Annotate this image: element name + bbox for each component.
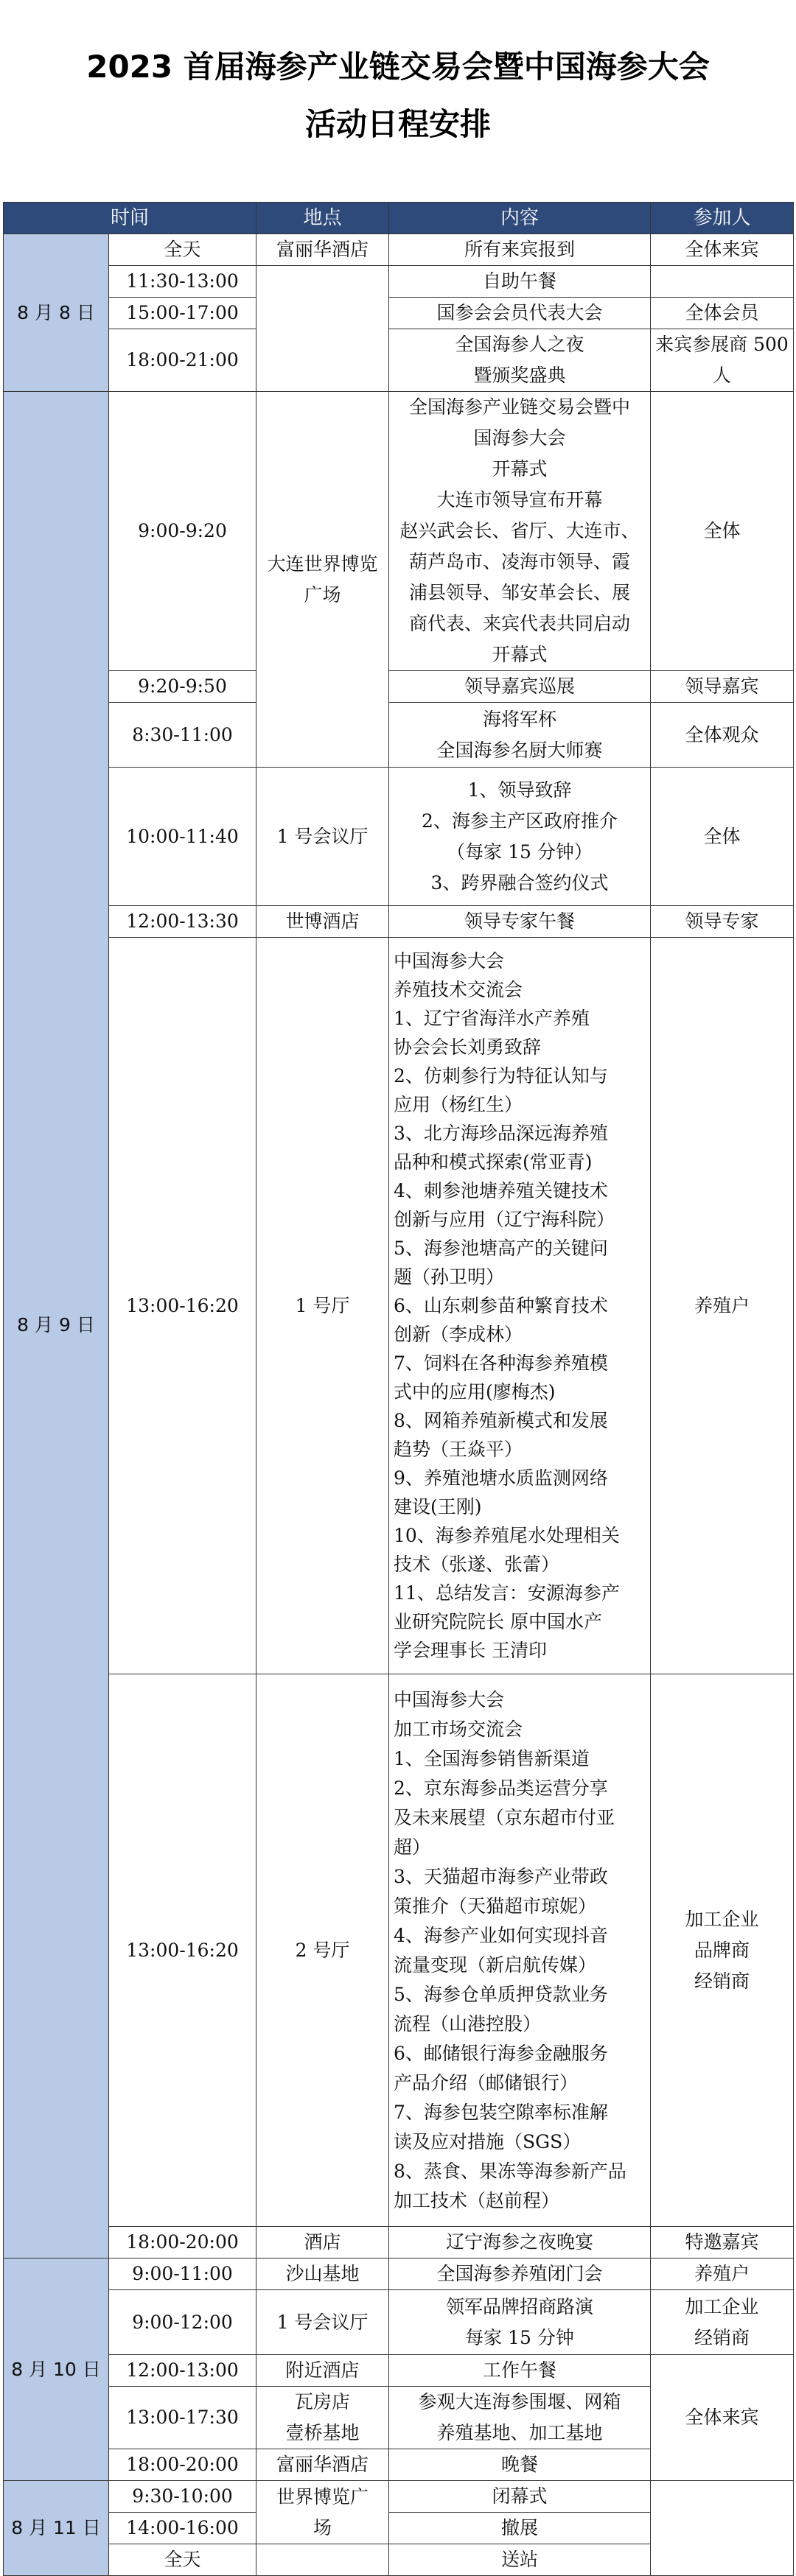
participants-cell: 全体 xyxy=(651,768,794,906)
table-row xyxy=(4,1674,794,2227)
time-cell: 18:00-20:00 xyxy=(109,2227,256,2259)
time-cell: 9:20-9:50 xyxy=(109,671,256,703)
content-line: 5、海参池塘高产的关键问 xyxy=(394,1238,608,1259)
content-line: 创新与应用（辽宁海科院） xyxy=(394,1209,615,1230)
content-line: 6、山东刺参苗种繁育技术 xyxy=(394,1295,608,1316)
participants-line: 加工企业 xyxy=(685,2295,759,2317)
participants-cell: 全体会员 xyxy=(651,298,794,329)
participants-cell: 养殖户 xyxy=(651,938,794,1674)
participants-cell xyxy=(651,1674,794,2227)
content-line: 策推介（天猫超市琼妮） xyxy=(394,1895,597,1917)
content-line: 加工技术（赵前程） xyxy=(394,2189,560,2211)
location-line: 世界博览广 xyxy=(276,2485,369,2507)
date-cell: 8 月 8 日 xyxy=(4,234,109,392)
content-line: 养殖基地、加工基地 xyxy=(436,2422,603,2443)
table-row xyxy=(4,906,794,938)
participants-cell: 全体来宾 xyxy=(651,234,794,266)
content-line: 趋势（王焱平） xyxy=(394,1439,523,1460)
table-row xyxy=(4,234,794,266)
table-row xyxy=(4,2227,794,2259)
time-cell: 9:00-9:20 xyxy=(109,392,256,671)
content-line: 4、海参产业如何实现抖音 xyxy=(394,1924,608,1946)
participants-cell: 领导专家 xyxy=(651,906,794,938)
content-line: 1、领导致辞 xyxy=(467,779,572,801)
location-line: 场 xyxy=(313,2516,332,2538)
content-line: 国海参大会 xyxy=(473,427,566,449)
location-cell: 1 号会议厅 xyxy=(256,2290,389,2355)
time-cell: 14:00-16:00 xyxy=(109,2513,256,2544)
content-line: 2、京东海参品类运营分享 xyxy=(394,1777,608,1799)
header-time: 时间 xyxy=(4,203,256,234)
time-cell: 12:00-13:00 xyxy=(109,2355,256,2387)
content-line: 业研究院院长 原中国水产 xyxy=(394,1611,602,1632)
content-line: 暨颁奖盛典 xyxy=(473,365,566,386)
page-title: 2023 首届海参产业链交易会暨中国海参大会 xyxy=(86,49,710,85)
time-cell: 11:30-13:00 xyxy=(109,266,256,298)
content-cell: 晚餐 xyxy=(389,2449,651,2481)
participants-cell xyxy=(651,329,794,392)
location-cell: 1 号厅 xyxy=(256,938,389,1674)
time-cell: 15:00-17:00 xyxy=(109,298,256,329)
time-cell: 9:00-12:00 xyxy=(109,2290,256,2355)
content-line: 经销商 xyxy=(694,1970,750,1992)
content-line: 10、海参养殖尾水处理相关 xyxy=(394,1525,620,1546)
content-line: 中国海参大会 xyxy=(394,1688,505,1710)
content-line: 开幕式 xyxy=(492,458,548,480)
header-content: 内容 xyxy=(389,203,651,234)
content-line: 1、全国海参销售新渠道 xyxy=(394,1747,590,1769)
content-cell: 所有来宾报到 xyxy=(389,234,651,266)
content-line: 3、北方海珍品深远海养殖 xyxy=(394,1123,608,1144)
content-line: 加工市场交流会 xyxy=(394,1718,523,1740)
time-cell: 18:00-21:00 xyxy=(109,329,256,392)
content-cell: 领导专家午餐 xyxy=(389,906,651,938)
content-line: 创新（李成林） xyxy=(394,1324,523,1345)
content-cell: 全国海参养殖闭门会 xyxy=(389,2259,651,2290)
location-cell xyxy=(256,266,389,392)
table-row xyxy=(4,938,794,1674)
content-cell: 闭幕式 xyxy=(389,2481,651,2513)
table-row xyxy=(4,2481,794,2513)
content-line: 大连市领导宣布开幕 xyxy=(436,489,603,510)
content-line: 2、海参主产区政府推介 xyxy=(422,810,618,832)
content-cell: 工作午餐 xyxy=(389,2355,651,2387)
content-cell: 撤展 xyxy=(389,2513,651,2544)
date-cell: 8 月 10 日 xyxy=(4,2259,109,2481)
content-line: 参观大连海参围堰、网箱 xyxy=(418,2391,621,2412)
content-line: 协会会长刘勇致辞 xyxy=(394,1036,542,1058)
content-cell: 国参会会员代表大会 xyxy=(389,298,651,329)
content-cell xyxy=(389,392,651,671)
table-row xyxy=(4,671,794,703)
table-header-row xyxy=(4,203,794,234)
content-line: 4、刺参池塘养殖关键技术 xyxy=(394,1180,608,1201)
time-cell: 8:30-11:00 xyxy=(109,703,256,768)
time-cell: 13:00-16:20 xyxy=(109,938,256,1674)
table-row xyxy=(4,703,794,768)
location-cell xyxy=(256,2387,389,2449)
content-line: 7、饲料在各种海参养殖模 xyxy=(394,1352,608,1374)
time-cell: 18:00-20:00 xyxy=(109,2449,256,2481)
content-line: 6、邮储银行海参金融服务 xyxy=(394,2042,608,2064)
content-line: 9、养殖池塘水质监测网络 xyxy=(394,1467,608,1489)
content-cell xyxy=(389,329,651,392)
content-cell xyxy=(389,2290,651,2355)
content-cell: 领导嘉宾巡展 xyxy=(389,671,651,703)
location-line: 壹桥基地 xyxy=(285,2422,360,2443)
content-line: 7、海参包装空隙率标准解 xyxy=(394,2101,608,2123)
content-line: 葫芦岛市、凌海市领导、霞 xyxy=(409,551,631,572)
table-row xyxy=(4,266,794,298)
location-cell xyxy=(256,2481,389,2544)
time-cell: 13:00-16:20 xyxy=(109,1674,256,2227)
content-line: 全国海参产业链交易会暨中 xyxy=(409,396,631,418)
participants-cell: 全体 xyxy=(651,392,794,671)
location-cell: 大连世界博览广场 xyxy=(256,392,389,768)
participants-cell: 特邀嘉宾 xyxy=(651,2227,794,2259)
content-cell xyxy=(389,2387,651,2449)
content-line: 5、海参仓单质押贷款业务 xyxy=(394,1983,608,2005)
content-line: 3、天猫超市海参产业带政 xyxy=(394,1865,608,1887)
content-line: （每家 15 分钟） xyxy=(447,840,593,863)
content-line: 2、仿刺参行为特征认知与 xyxy=(394,1065,608,1087)
content-line: 流程（山港控股） xyxy=(394,2012,542,2035)
content-line: 加工企业 xyxy=(685,1908,759,1930)
content-line: 每家 15 分钟 xyxy=(465,2326,574,2348)
content-line: 建设(王刚) xyxy=(394,1496,482,1517)
content-line: 中国海参大会 xyxy=(394,950,505,972)
content-cell xyxy=(389,938,651,1674)
location-cell: 2 号厅 xyxy=(256,1674,389,2227)
participants-cell: 领导嘉宾 xyxy=(651,671,794,703)
participants-line: 经销商 xyxy=(694,2326,750,2348)
content-line: 养殖技术交流会 xyxy=(394,979,523,1000)
content-line: 8、蒸食、果冻等海参新产品 xyxy=(394,2160,626,2182)
content-line: 浦县领导、邹安革会长、展 xyxy=(409,582,631,603)
content-line: 全国海参名厨大师赛 xyxy=(436,739,603,761)
content-cell xyxy=(389,703,651,768)
participants-cell xyxy=(651,266,794,298)
content-line: 读及应对措施（SGS） xyxy=(394,2130,582,2152)
table-row xyxy=(4,298,794,329)
content-line: 领军品牌招商路演 xyxy=(446,2295,594,2317)
content-line: 品种和模式探索(常亚青) xyxy=(394,1151,593,1173)
time-cell: 全天 xyxy=(109,234,256,266)
time-cell: 10:00-11:40 xyxy=(109,768,256,906)
table-row xyxy=(4,2259,794,2290)
content-cell: 辽宁海参之夜晚宴 xyxy=(389,2227,651,2259)
content-cell xyxy=(389,768,651,906)
content-line: 应用（杨红生） xyxy=(394,1094,523,1115)
date-cell: 8 月 11 日 xyxy=(4,2481,109,2576)
participants-cell: 养殖户 xyxy=(651,2259,794,2290)
content-cell xyxy=(389,1674,651,2227)
content-line: 海将军杯 xyxy=(483,708,557,730)
time-cell: 13:00-17:30 xyxy=(109,2387,256,2449)
date-cell: 8 月 9 日 xyxy=(4,392,109,2259)
participants-cell: 全体来宾 xyxy=(651,2355,794,2481)
location-cell: 富丽华酒店 xyxy=(256,2449,389,2481)
participants-cell: 全体观众 xyxy=(651,703,794,768)
content-line: 11、总结发言：安源海参产 xyxy=(394,1582,620,1604)
time-cell: 全天 xyxy=(109,2544,256,2576)
content-line: 学会理事长 王清印 xyxy=(394,1640,547,1661)
header-location: 地点 xyxy=(256,203,389,234)
table-row xyxy=(4,2290,794,2355)
content-line: 8、网箱养殖新模式和发展 xyxy=(394,1410,608,1431)
content-line: 品牌商 xyxy=(694,1939,750,1961)
content-cell: 自助午餐 xyxy=(389,266,651,298)
content-line: 及未来展望（京东超市付亚 xyxy=(394,1806,615,1828)
content-line: 全国海参人之夜 xyxy=(455,334,584,355)
content-line: 商代表、来宾代表共同启动 xyxy=(409,613,631,634)
content-line: 1、辽宁省海洋水产养殖 xyxy=(394,1008,590,1029)
content-line: 题（孙卫明） xyxy=(394,1266,505,1288)
content-line: 超） xyxy=(394,1836,431,1858)
header-participants: 参加人 xyxy=(651,203,794,234)
content-line: 流量变现（新启航传媒） xyxy=(394,1954,597,1976)
location-cell: 富丽华酒店 xyxy=(256,234,389,266)
participants-line: 人 xyxy=(713,365,732,386)
participants-line: 来宾参展商 500 xyxy=(655,334,789,355)
schedule-table xyxy=(3,202,794,2576)
content-line: 3、跨界融合签约仪式 xyxy=(430,871,609,894)
location-cell xyxy=(256,2544,389,2576)
content-cell: 送站 xyxy=(389,2544,651,2576)
time-cell: 9:00-11:00 xyxy=(109,2259,256,2290)
location-cell: 1 号会议厅 xyxy=(256,768,389,906)
content-line: 式中的应用(廖梅杰) xyxy=(394,1381,556,1403)
location-cell: 附近酒店 xyxy=(256,2355,389,2387)
participants-cell xyxy=(651,2481,794,2576)
content-line: 产品介绍（邮储银行） xyxy=(394,2071,579,2094)
location-cell: 沙山基地 xyxy=(256,2259,389,2290)
table-row xyxy=(4,2355,794,2387)
content-line: 技术（张遂、张蕾） xyxy=(394,1554,560,1575)
time-cell: 12:00-13:30 xyxy=(109,906,256,938)
location-cell: 世博酒店 xyxy=(256,906,389,938)
page-subtitle: 活动日程安排 xyxy=(304,106,491,142)
content-line: 赵兴武会长、省厅、大连市、 xyxy=(399,520,640,541)
location-cell: 酒店 xyxy=(256,2227,389,2259)
table-row xyxy=(4,329,794,392)
participants-cell xyxy=(651,2290,794,2355)
time-cell: 9:30-10:00 xyxy=(109,2481,256,2513)
table-row xyxy=(4,768,794,906)
location-line: 瓦房店 xyxy=(295,2391,351,2412)
content-line: 开幕式 xyxy=(492,644,548,665)
table-row xyxy=(4,392,794,671)
